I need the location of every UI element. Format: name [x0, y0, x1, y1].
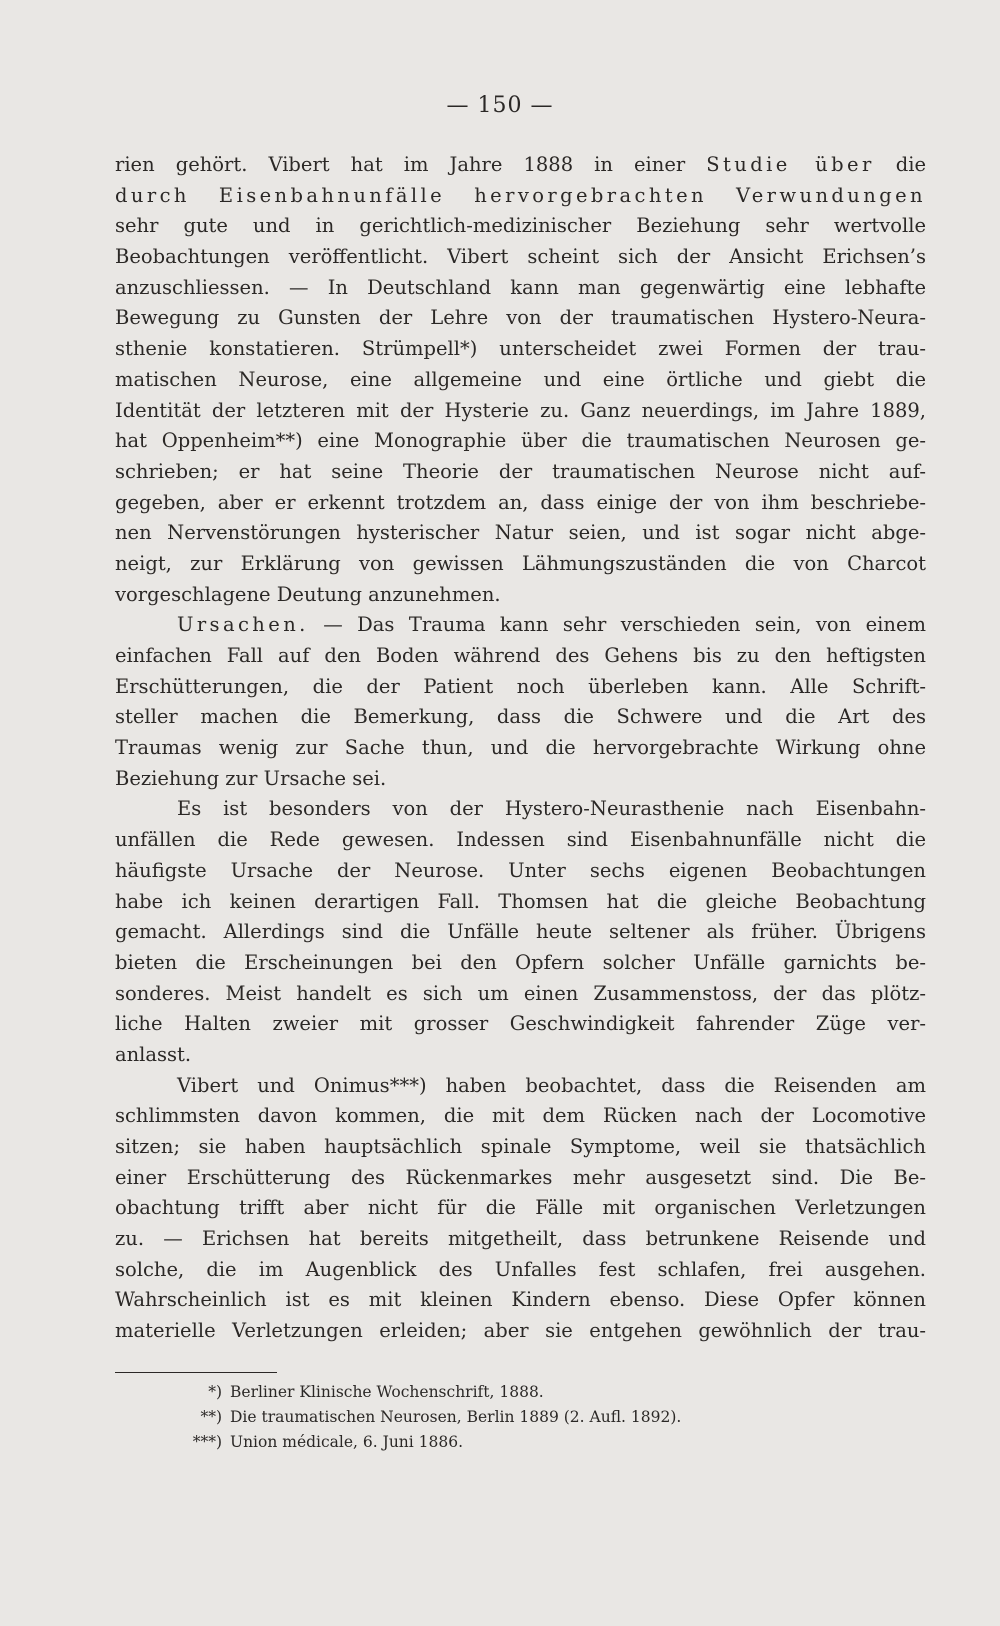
spaced-text: Studie über	[706, 153, 875, 176]
text-line	[115, 1285, 926, 1316]
text-span: matischen Neurose, eine allgemeine und eine örtliche und giebt die	[115, 367, 926, 391]
text-line	[115, 365, 926, 396]
text-span: anzuschliessen. — In Deutschland kann man gegenwärtig eine lebhafte	[115, 275, 926, 299]
text-line	[115, 948, 926, 979]
text-line	[115, 1132, 926, 1163]
text-line	[115, 488, 926, 519]
text-span: habe ich keinen derartigen Fall. Thomsen hat die gleiche Beobachtung	[115, 889, 926, 913]
text-span: bieten die Erscheinungen bei den Opfern solcher Unfälle garnichts be-	[115, 950, 926, 974]
text-line	[115, 150, 926, 181]
body-text	[115, 150, 926, 1347]
text-line	[115, 1316, 926, 1347]
text-line	[115, 641, 926, 672]
spaced-text: Ursachen.	[177, 613, 309, 637]
text-span: zu. — Erichsen hat bereits mitgetheilt, dass betrunkene Reisende und	[115, 1227, 926, 1251]
text-line	[115, 303, 926, 334]
text-span: neigt, zur Erklärung von gewissen Lähmungszuständen die von Charcot	[115, 551, 926, 575]
text-span: sehr gute und in gerichtlich-medizinischer Beziehung sehr wertvolle	[115, 214, 926, 238]
text-span: gemacht. Allerdings sind die Unfälle heute seltener als früher. Übrigens	[115, 920, 926, 944]
text-line	[115, 979, 926, 1010]
text-line	[115, 580, 926, 611]
text-span: anlasst.	[115, 1042, 192, 1066]
text-span: Identität der letzteren mit der Hysterie zu. Ganz neuerdings, im Jahre 1889,	[115, 398, 926, 422]
text-line	[115, 825, 926, 856]
page-number: — 150 —	[446, 93, 554, 118]
spaced-text: durch Eisenbahnunfälle hervorgebrachten Verwundungen	[115, 183, 926, 207]
footnote-text: Berliner Klinische Wochenschrift, 1888.	[230, 1383, 544, 1401]
footnote-divider	[115, 1372, 277, 1373]
text-span: sthenie konstatieren. Strümpell*) unterscheidet zwei Formen der trau-	[115, 337, 926, 361]
text-span: Vibert und Onimus***) haben beobachtet, dass die Reisenden am	[177, 1073, 926, 1097]
footnotes	[160, 1380, 860, 1455]
text-line	[115, 610, 926, 641]
text-line	[115, 1163, 926, 1194]
text-line	[115, 1101, 926, 1132]
text-line	[115, 1040, 926, 1071]
footnote-text: Union médicale, 6. Juni 1886.	[230, 1433, 464, 1451]
text-line	[115, 426, 926, 457]
text-span: liche Halten zweier mit grosser Geschwindigkeit fahrender Züge ver-	[115, 1012, 926, 1036]
text-line	[115, 1224, 926, 1255]
text-span: nen Nervenstörungen hysterischer Natur seien, und ist sogar nicht abge-	[115, 521, 926, 545]
text-span: die	[874, 153, 926, 176]
text-span: sitzen; sie haben hauptsächlich spinale Symptome, weil sie thatsächlich	[115, 1135, 926, 1158]
text-span: schlimmsten davon kommen, die mit dem Rücken nach der Locomotive	[115, 1104, 926, 1128]
footnote	[160, 1380, 860, 1405]
text-span: Beziehung zur Ursache sei.	[115, 766, 387, 790]
text-span: Wahrscheinlich ist es mit kleinen Kindern ebenso. Diese Opfer können	[115, 1288, 926, 1312]
text-line	[115, 549, 926, 580]
text-line	[115, 1193, 926, 1224]
text-span: materielle Verletzungen erleiden; aber sie entgehen gewöhnlich der trau-	[115, 1319, 926, 1343]
text-span: Bewegung zu Gunsten der Lehre von der traumatischen Hystero-Neura-	[115, 306, 926, 330]
text-span: gegeben, aber er erkennt trotzdem an, dass einige der von ihm beschriebe-	[115, 490, 926, 514]
text-line	[115, 733, 926, 764]
text-span: unfällen die Rede gewesen. Indessen sind Eisenbahnunfälle nicht die	[115, 828, 926, 852]
footnote-mark: *)	[208, 1383, 222, 1401]
text-span: steller machen die Bemerkung, dass die Schwere und die Art des	[115, 705, 926, 729]
text-line	[115, 273, 926, 304]
text-line	[115, 794, 926, 825]
text-line	[115, 1071, 926, 1102]
text-span: häufigste Ursache der Neurose. Unter sechs eigenen Beobachtungen	[115, 858, 926, 882]
text-line	[115, 242, 926, 273]
text-span: Es ist besonders von der Hystero-Neurasthenie nach Eisenbahn-	[177, 797, 926, 821]
footnote-text: Die traumatischen Neurosen, Berlin 1889 (2. Aufl. 1892).	[230, 1408, 682, 1426]
footnote	[160, 1405, 860, 1430]
text-span: schrieben; er hat seine Theorie der traumatischen Neurose nicht auf-	[115, 459, 926, 483]
text-span: Erschütterungen, die der Patient noch überleben kann. Alle Schrift-	[115, 674, 926, 698]
text-line	[115, 702, 926, 733]
footnote	[160, 1430, 860, 1455]
text-span: solche, die im Augenblick des Unfalles fest schlafen, frei ausgehen.	[115, 1257, 926, 1281]
text-span: einfachen Fall auf den Boden während des Gehens bis zu den heftigsten	[115, 644, 926, 667]
text-span: obachtung trifft aber nicht für die Fälle mit organischen Verletzungen	[115, 1196, 926, 1220]
footnote-mark: ***)	[192, 1433, 222, 1451]
text-line	[115, 887, 926, 918]
text-span: — Das Trauma kann sehr verschieden sein, von einem	[308, 613, 926, 637]
text-span: hat Oppenheim**) eine Monographie über die traumatischen Neurosen ge-	[115, 429, 926, 453]
text-line	[115, 181, 926, 212]
text-span: Traumas wenig zur Sache thun, und die hervorgebrachte Wirkung ohne	[115, 736, 926, 760]
footnote-mark: **)	[200, 1408, 222, 1426]
text-line	[115, 917, 926, 948]
text-line	[115, 334, 926, 365]
text-line	[115, 1009, 926, 1040]
text-span: einer Erschütterung des Rückenmarkes mehr ausgesetzt sind. Die Be-	[115, 1165, 926, 1189]
text-span: Beobachtungen veröffentlicht. Vibert scheint sich der Ansicht Erichsen’s	[115, 245, 926, 269]
text-line	[115, 1255, 926, 1286]
text-span: rien gehört. Vibert hat im Jahre 1888 in einer	[115, 153, 707, 176]
text-span: vorgeschlagene Deutung anzunehmen.	[115, 582, 501, 606]
text-span: sonderes. Meist handelt es sich um einen Zusammenstoss, der das plötz-	[115, 981, 926, 1005]
text-line	[115, 672, 926, 703]
text-line	[115, 396, 926, 427]
text-line	[115, 856, 926, 887]
text-line	[115, 211, 926, 242]
text-line	[115, 457, 926, 488]
text-line	[115, 518, 926, 549]
text-line	[115, 764, 926, 795]
